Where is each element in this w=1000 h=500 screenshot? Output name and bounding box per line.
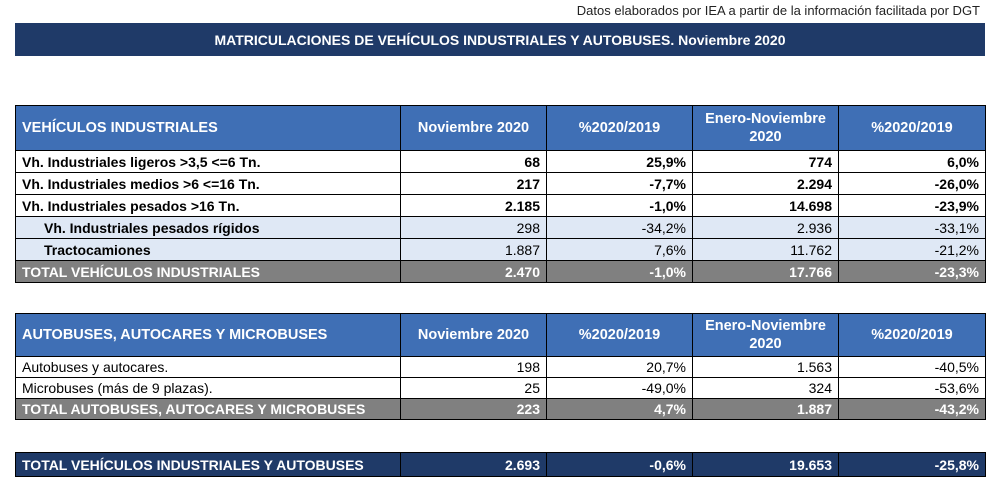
cell-month: 198: [401, 357, 547, 378]
cell-ytd-change: -26,0%: [839, 173, 986, 195]
cell-ytd: 324: [693, 378, 839, 399]
cell-ytd-change: -21,2%: [839, 239, 986, 261]
cell-ytd: 774: [693, 151, 839, 173]
cell-ytd: 19.653: [693, 453, 839, 477]
cell-month-change: -7,7%: [547, 173, 693, 195]
table-row: [16, 378, 986, 399]
cell-ytd-change: -33,1%: [839, 217, 986, 239]
cell-month-change: 20,7%: [547, 357, 693, 378]
column-header-category: VEHÍCULOS INDUSTRIALES: [16, 106, 401, 151]
column-header-month: Noviembre 2020: [401, 106, 547, 151]
column-header-month-change: %2020/2019: [547, 106, 693, 151]
total-label: TOTAL VEHÍCULOS INDUSTRIALES: [16, 261, 401, 283]
column-header-ytd-change: %2020/2019: [839, 106, 986, 151]
grand-total-row: [16, 453, 986, 477]
column-header-ytd: Enero-Noviembre 2020: [693, 106, 839, 151]
table-row: [16, 173, 986, 195]
column-header-ytd: Enero-Noviembre 2020: [693, 314, 839, 357]
column-header-month: Noviembre 2020: [401, 314, 547, 357]
column-header-ytd-change: %2020/2019: [839, 314, 986, 357]
row-label: Vh. Industriales ligeros >3,5 <=6 Tn.: [16, 151, 401, 173]
cell-ytd: 14.698: [693, 195, 839, 217]
cell-month: 217: [401, 173, 547, 195]
cell-month: 298: [401, 217, 547, 239]
cell-ytd-change: -40,5%: [839, 357, 986, 378]
cell-month: 68: [401, 151, 547, 173]
table-header-row: [16, 314, 986, 357]
cell-ytd-change: -23,3%: [839, 261, 986, 283]
row-label: Vh. Industriales medios >6 <=16 Tn.: [16, 173, 401, 195]
cell-month-change: 7,6%: [547, 239, 693, 261]
table-row: [16, 357, 986, 378]
cell-month-change: -0,6%: [547, 453, 693, 477]
cell-month-change: 4,7%: [547, 399, 693, 420]
page-title: MATRICULACIONES DE VEHÍCULOS INDUSTRIALES Y AUTOBUSES. Noviembre 2020: [15, 23, 985, 56]
cell-month-change: 25,9%: [547, 151, 693, 173]
cell-ytd-change: 6,0%: [839, 151, 986, 173]
cell-ytd: 1.887: [693, 399, 839, 420]
cell-ytd-change: -25,8%: [839, 453, 986, 477]
column-header-month-change: %2020/2019: [547, 314, 693, 357]
table-header-row: [16, 106, 986, 151]
cell-month-change: -49,0%: [547, 378, 693, 399]
table-row: [16, 195, 986, 217]
cell-ytd-change: -43,2%: [839, 399, 986, 420]
cell-ytd: 11.762: [693, 239, 839, 261]
cell-month: 223: [401, 399, 547, 420]
row-label: Microbuses (más de 9 plazas).: [16, 378, 401, 399]
cell-month: 2.693: [401, 453, 547, 477]
row-label: Tractocamiones: [16, 239, 401, 261]
cell-ytd: 1.563: [693, 357, 839, 378]
row-label: Vh. Industriales pesados >16 Tn.: [16, 195, 401, 217]
cell-ytd-change: -53,6%: [839, 378, 986, 399]
industrial-vehicles-table: [15, 105, 986, 283]
row-label: Vh. Industriales pesados rígidos: [16, 217, 401, 239]
source-note: Datos elaborados por IEA a partir de la información facilitada por DGT: [576, 3, 980, 18]
cell-ytd: 2.294: [693, 173, 839, 195]
cell-month-change: -1,0%: [547, 261, 693, 283]
cell-ytd: 17.766: [693, 261, 839, 283]
row-label: Autobuses y autocares.: [16, 357, 401, 378]
cell-month-change: -1,0%: [547, 195, 693, 217]
grand-total-label: TOTAL VEHÍCULOS INDUSTRIALES Y AUTOBUSES: [16, 453, 401, 477]
cell-month: 2.470: [401, 261, 547, 283]
total-label: TOTAL AUTOBUSES, AUTOCARES Y MICROBUSES: [16, 399, 401, 420]
cell-month: 1.887: [401, 239, 547, 261]
table-row: [16, 217, 986, 239]
cell-month-change: -34,2%: [547, 217, 693, 239]
cell-ytd-change: -23,9%: [839, 195, 986, 217]
grand-total-table: [15, 452, 986, 477]
cell-month: 25: [401, 378, 547, 399]
table-row: [16, 151, 986, 173]
cell-month: 2.185: [401, 195, 547, 217]
column-header-category: AUTOBUSES, AUTOCARES Y MICROBUSES: [16, 314, 401, 357]
cell-ytd: 2.936: [693, 217, 839, 239]
total-row: [16, 261, 986, 283]
buses-table: [15, 313, 986, 420]
table-row: [16, 239, 986, 261]
total-row: [16, 399, 986, 420]
